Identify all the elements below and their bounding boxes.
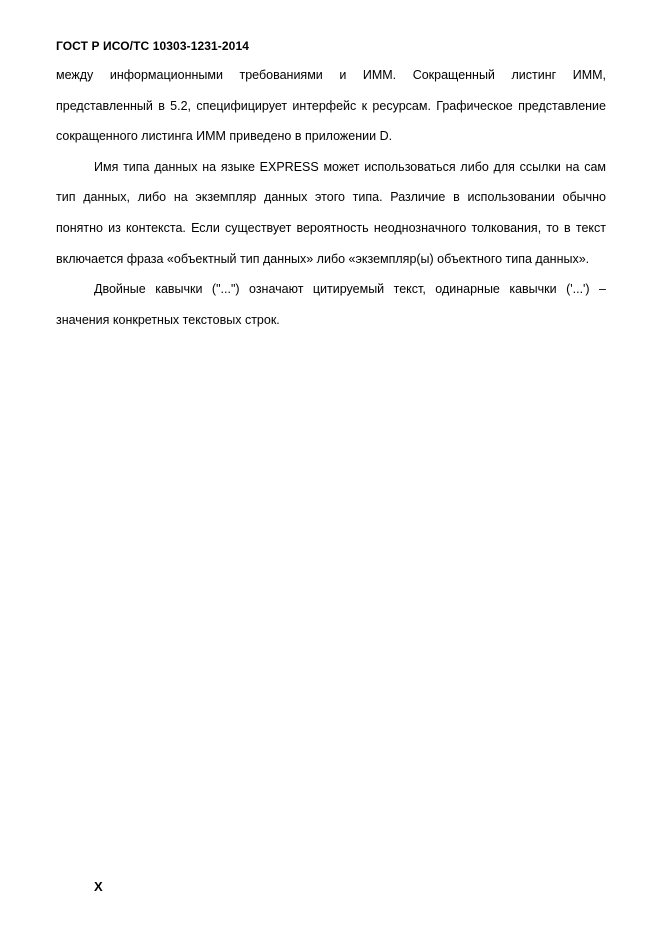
paragraph-continuation: между информационными требованиями и ИММ. Сокращенный листинг ИММ, представленный в 5.2, специфицирует интерфейс к ресурсам. Графическое представление сокращенного листинга ИММ приведено в приложении D. xyxy=(56,68,606,144)
paragraph-quotation-marks: Двойные кавычки ("...") означают цитируемый текст, одинарные кавычки ('...') – значения конкретных текстовых строк. xyxy=(56,282,606,327)
document-body xyxy=(56,60,606,335)
page-number: X xyxy=(94,879,103,894)
document-header: ГОСТ Р ИСО/ТС 10303-1231-2014 xyxy=(56,39,249,53)
paragraph-express-data-types: Имя типа данных на языке EXPRESS может использоваться либо для ссылки на сам тип данных, либо на экземпляр данных этого типа. Различие в использовании обычно понятно из контекста. Если существует вероятность неоднозначного толкования, то в текст включается фраза «объектный тип данных» либо «экземпляр(ы) объектного типа данных». xyxy=(56,159,606,266)
